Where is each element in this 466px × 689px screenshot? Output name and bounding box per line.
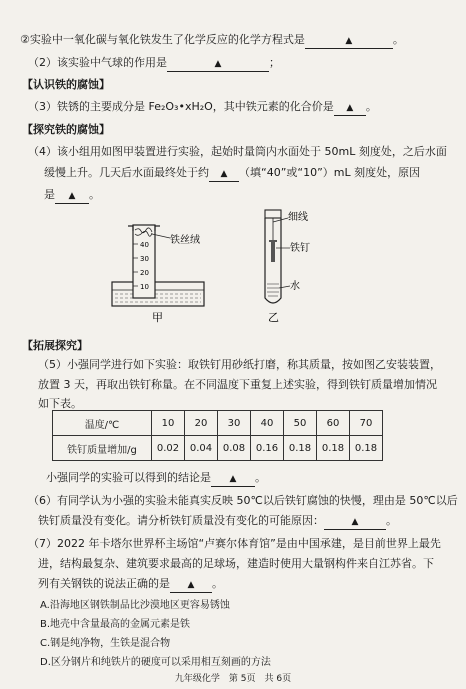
temperature-mass-table bbox=[52, 410, 383, 461]
table-row-mass bbox=[53, 436, 383, 461]
tick-label-20: 20 bbox=[140, 269, 149, 277]
q4-scale-blank: ▲ bbox=[209, 166, 239, 182]
q5-line3: 如下表。 bbox=[38, 397, 82, 410]
q7-option-a: A.沿海地区钢铁制品比沙漠地区更容易锈蚀 bbox=[40, 600, 230, 611]
table-row-temperature bbox=[53, 411, 383, 436]
row-header-mass: 铁钉质量增加/g bbox=[53, 436, 152, 461]
table-cell: 30 bbox=[218, 411, 251, 436]
q2-equation-line: ②实验中一氧化碳与氧化铁发生了化学反应的化学方程式是 ▲ 。 bbox=[20, 33, 466, 49]
q7-line1: （7）2022 年卡塔尔世界杯主场馆“卢赛尔体育馆”是由中国承建，是目前世界上最先 bbox=[28, 537, 441, 550]
table-cell: 10 bbox=[152, 411, 185, 436]
iron-nail-label: 铁钉 bbox=[290, 243, 310, 254]
q7-option-b: B.地壳中含量最高的金属元素是铁 bbox=[40, 619, 191, 630]
q3-line: （3）铁锈的主要成分是 Fe₂O₃•xH₂O，其中铁元素的化合价是 ▲ 。 bbox=[28, 100, 466, 116]
table-cell: 50 bbox=[284, 411, 317, 436]
q4-line2: 缓慢上升。几天后水面最终处于约 ▲ （填“40”或“10”）mL 刻度处，原因 bbox=[44, 166, 466, 182]
table-cell: 0.18 bbox=[350, 436, 383, 461]
q5-line2: 放置 3 天，再取出铁钉称量。在不同温度下重复上述实验，得到铁钉质量增加情况 bbox=[38, 378, 437, 391]
table-cell: 0.04 bbox=[185, 436, 218, 461]
trough-water-hatching bbox=[115, 294, 201, 302]
table-cell: 0.16 bbox=[251, 436, 284, 461]
q4-line3: 是 ▲ 。 bbox=[44, 188, 466, 204]
q7-line2: 进，结构最复杂、建筑要求最高的足球场，建造时使用大量钢构件来自江苏省。下 bbox=[38, 557, 434, 570]
page-footer: 九年级化学 第 5页 共 6页 bbox=[174, 674, 292, 684]
q3-blank: ▲ bbox=[334, 100, 366, 116]
row-header-temperature: 温度/℃ bbox=[53, 411, 152, 436]
q2-balloon-blank: ▲ bbox=[167, 56, 269, 72]
iron-nail bbox=[271, 240, 275, 262]
q7-line3: 列有关钢铁的说法正确的是 ▲ 。 bbox=[38, 577, 466, 593]
q2-balloon-line: （2）该实验中气球的作用是 ▲ ； bbox=[28, 56, 466, 72]
q4-reason-blank: ▲ bbox=[55, 188, 89, 204]
thread-label: 细线 bbox=[288, 212, 308, 223]
tick-label-10: 10 bbox=[140, 283, 149, 291]
section-explore-corrosion: 【探究铁的腐蚀】 bbox=[22, 123, 110, 136]
q7-option-c: C.钢是纯净物，生铁是混合物 bbox=[40, 638, 171, 649]
table-cell: 0.08 bbox=[218, 436, 251, 461]
apparatus-figure bbox=[90, 200, 350, 328]
q6-blank: ▲ bbox=[324, 514, 386, 530]
table-cell: 20 bbox=[185, 411, 218, 436]
figure-yi-label: 乙 bbox=[268, 311, 279, 324]
section-extend: 【拓展探究】 bbox=[22, 339, 88, 352]
table-cell: 0.18 bbox=[284, 436, 317, 461]
stopper bbox=[265, 210, 281, 218]
q5-conclusion: 小强同学的实验可以得到的结论是 ▲ 。 bbox=[46, 471, 466, 487]
figure-jia-label: 甲 bbox=[152, 311, 163, 324]
table-cell: 0.02 bbox=[152, 436, 185, 461]
table-cell: 60 bbox=[317, 411, 350, 436]
q4-line1: （4）该小组用如图甲装置进行实验，起始时量筒内水面处于 50mL 刻度处，之后水面 bbox=[28, 145, 447, 158]
q7-option-d: D.区分钢片和纯铁片的硬度可以采用相互刻画的方法 bbox=[40, 657, 271, 668]
iron-wire-wool-label: 铁丝绒 bbox=[170, 235, 200, 246]
q7-blank: ▲ bbox=[170, 577, 212, 593]
section-know-corrosion: 【认识铁的腐蚀】 bbox=[22, 78, 110, 91]
table-cell: 40 bbox=[251, 411, 284, 436]
q5-conclusion-blank: ▲ bbox=[211, 471, 255, 487]
tube-water-hatching bbox=[267, 284, 279, 296]
q2-equation-prefix: ②实验中一氧化碳与氧化铁发生了化学反应的化学方程式是 bbox=[20, 33, 305, 46]
q6-line1: （6）有同学认为小强的实验未能真实反映 50℃以后铁钉腐蚀的快慢，理由是 50℃以后 bbox=[28, 494, 458, 507]
q2-equation-blank: ▲ bbox=[305, 33, 393, 49]
q5-line1: （5）小强同学进行如下实验：取铁钉用砂纸打磨，称其质量，按如图乙安装装置， bbox=[38, 358, 441, 371]
tick-label-40: 40 bbox=[140, 241, 149, 249]
water-label: 水 bbox=[290, 281, 300, 292]
table-cell: 0.18 bbox=[317, 436, 350, 461]
q6-line2: 铁钉质量没有变化。请分析铁钉质量没有变化的可能原因： ▲ 。 bbox=[38, 514, 466, 530]
table-cell: 70 bbox=[350, 411, 383, 436]
tick-label-30: 30 bbox=[140, 255, 149, 263]
